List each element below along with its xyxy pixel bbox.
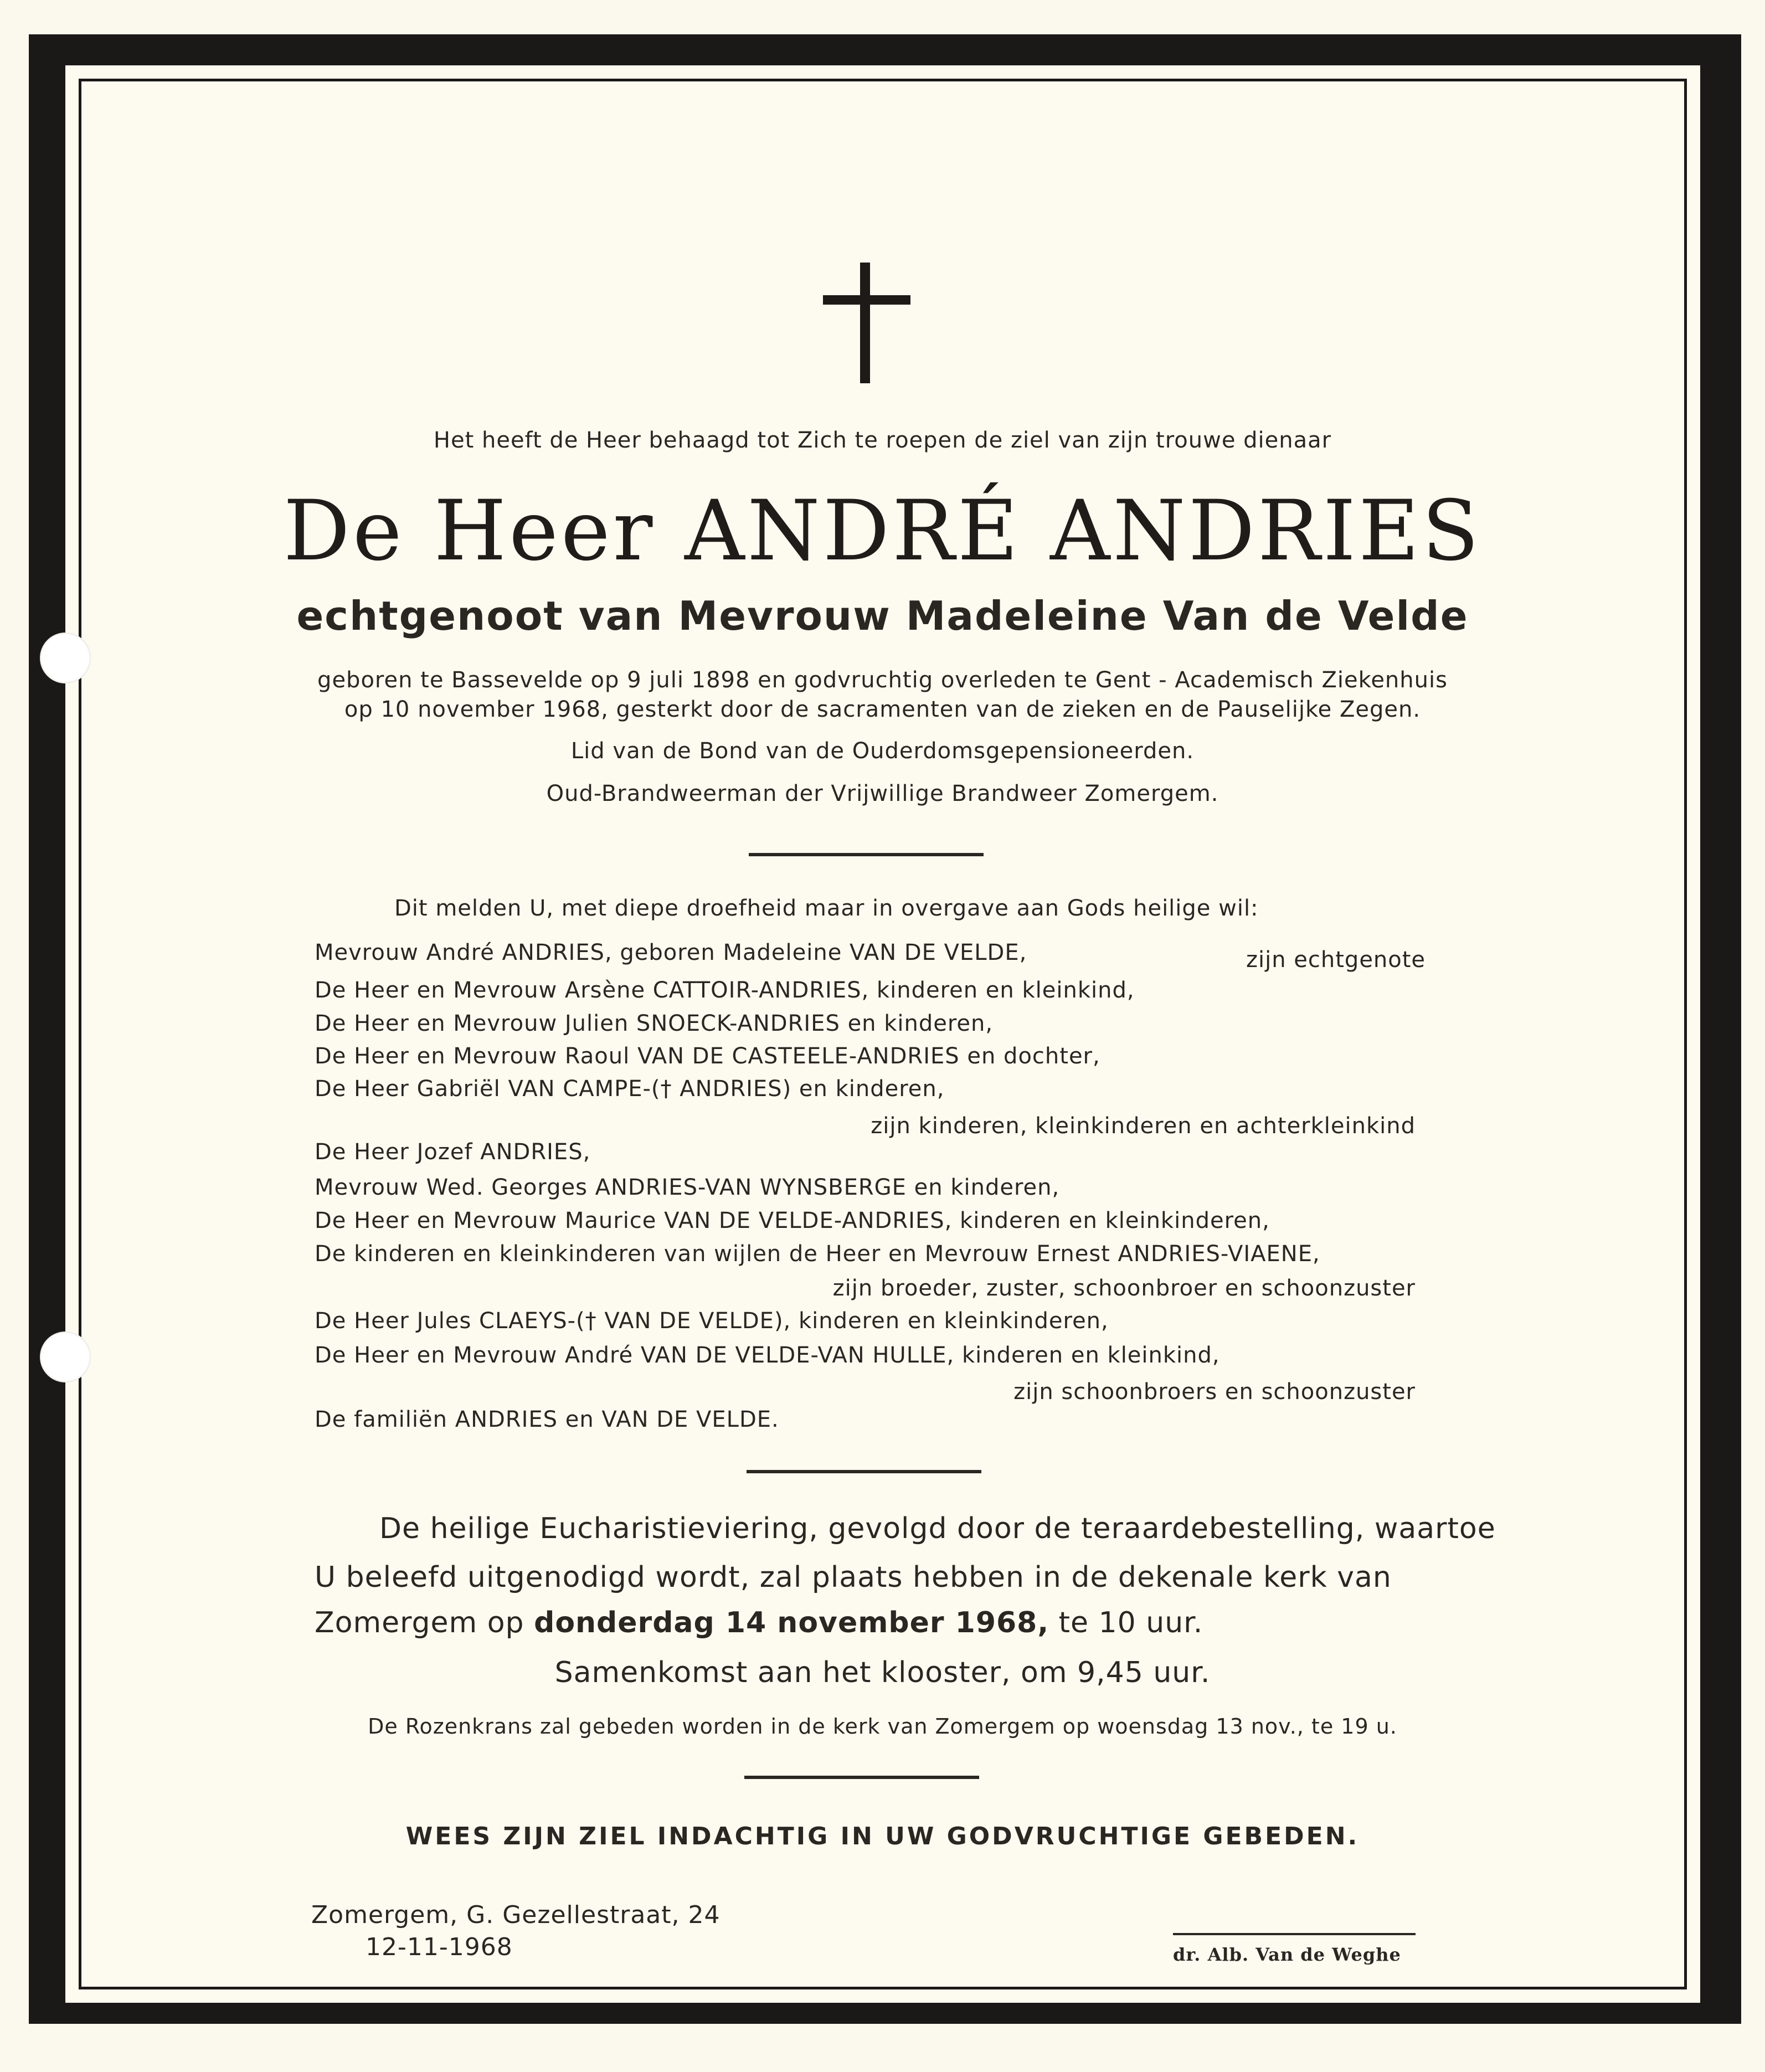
gathering-text: Samenkomst aan het klooster, om 9,45 uur. [554,1656,1211,1689]
family-sibling-4: De kinderen en kleinkinderen van wijlen de Heer en Mevrouw Ernest ANDRIES-VIAENE, [315,1241,1320,1267]
family-sibling-2: Mevrouw Wed. Georges ANDRIES-VAN WYNSBERGE en kinderen, [315,1175,1060,1200]
family-sibling-1: De Heer Jozef ANDRIES, [315,1139,591,1165]
intro-text: Het heeft de Heer behaagd tot Zich te roepen de ziel van zijn trouwe dienaar [433,428,1332,453]
family-siblings-relation: zijn broeder, zuster, schoonbroer en schoonzuster [832,1276,1416,1301]
family-wife-relation: zijn echtgenote [1246,947,1426,973]
bio-line-2: op 10 november 1968, gesterkt door de sacramenten van de zieken en de Pauselijke Zegen. [344,697,1421,722]
ceremony-line-3-pre: Zomergem op [315,1606,524,1639]
divider-3 [744,1776,979,1779]
prayer-text: WEES ZIJN ZIEL INDACHTIG IN UW GODVRUCHTIGE GEBEDEN. [405,1822,1360,1850]
family-inlaw-1: De Heer Jules CLAEYS-(† VAN DE VELDE), kinderen en kleinkinderen, [315,1308,1109,1334]
punch-hole-bottom [40,1331,91,1382]
divider-1 [749,853,984,856]
deceased-name: De Heer ANDRÉ ANDRIES [283,483,1482,579]
family-inlaws-relation: zijn schoonbroers en schoonzuster [1013,1379,1416,1405]
printer-rule [1173,1933,1416,1935]
rosary-text: De Rozenkrans zal gebeden worden in de kerk van Zomergem op woensdag 13 nov., te 19 u. [368,1714,1397,1739]
date: 12-11-1968 [366,1933,513,1961]
announcement: Dit melden U, met diepe droefheid maar in overgave aan Gods heilige wil: [394,896,1259,921]
family-sibling-3: De Heer en Mevrouw Maurice VAN DE VELDE-ANDRIES, kinderen en kleinkinderen, [315,1208,1270,1233]
ceremony-date: donderdag 14 november 1968, [534,1606,1049,1639]
family-inlaw-2: De Heer en Mevrouw André VAN DE VELDE-VAN HULLE, kinderen en kleinkind, [315,1343,1220,1368]
family-child-1: De Heer en Mevrouw Arsène CATTOIR-ANDRIES, kinderen en kleinkind, [315,978,1135,1003]
bio-line-4: Oud-Brandweerman der Vrijwillige Brandweer Zomergem. [546,781,1219,806]
family-child-3: De Heer en Mevrouw Raoul VAN DE CASTEELE-ANDRIES en dochter, [315,1043,1100,1069]
family-child-2: De Heer en Mevrouw Julien SNOECK-ANDRIES en kinderen, [315,1011,994,1036]
family-child-4: De Heer Gabriël VAN CAMPE-(† ANDRIES) en kinderen, [315,1076,945,1102]
address: Zomergem, G. Gezellestraat, 24 [311,1901,721,1929]
ceremony-line-2: U beleefd uitgenodigd wordt, zal plaats hebben in de dekenale kerk van [315,1561,1392,1594]
bio-line-3: Lid van de Bond van de Ouderdomsgepensioneerden. [570,738,1195,764]
divider-2 [747,1470,981,1473]
ceremony-line-1: De heilige Eucharistieviering, gevolgd door de teraardebestelling, waartoe [379,1512,1496,1545]
ceremony-line-3-post: te 10 uur. [1058,1606,1203,1639]
family-wife: Mevrouw André ANDRIES, geboren Madeleine VAN DE VELDE, [315,940,1027,965]
bio-line-1: geboren te Bassevelde op 9 juli 1898 en godvruchtig overleden te Gent - Academisch Ziekenhuis [317,667,1448,693]
spouse-line: echtgenoot van Mevrouw Madeleine Van de Velde [296,593,1469,639]
printer-name: dr. Alb. Van de Weghe [1173,1944,1401,1965]
family-families: De familiën ANDRIES en VAN DE VELDE. [315,1407,779,1432]
family-children-relation: zijn kinderen, kleinkinderen en achterkleinkind [871,1113,1416,1139]
ceremony-line-3 [315,1606,1203,1639]
